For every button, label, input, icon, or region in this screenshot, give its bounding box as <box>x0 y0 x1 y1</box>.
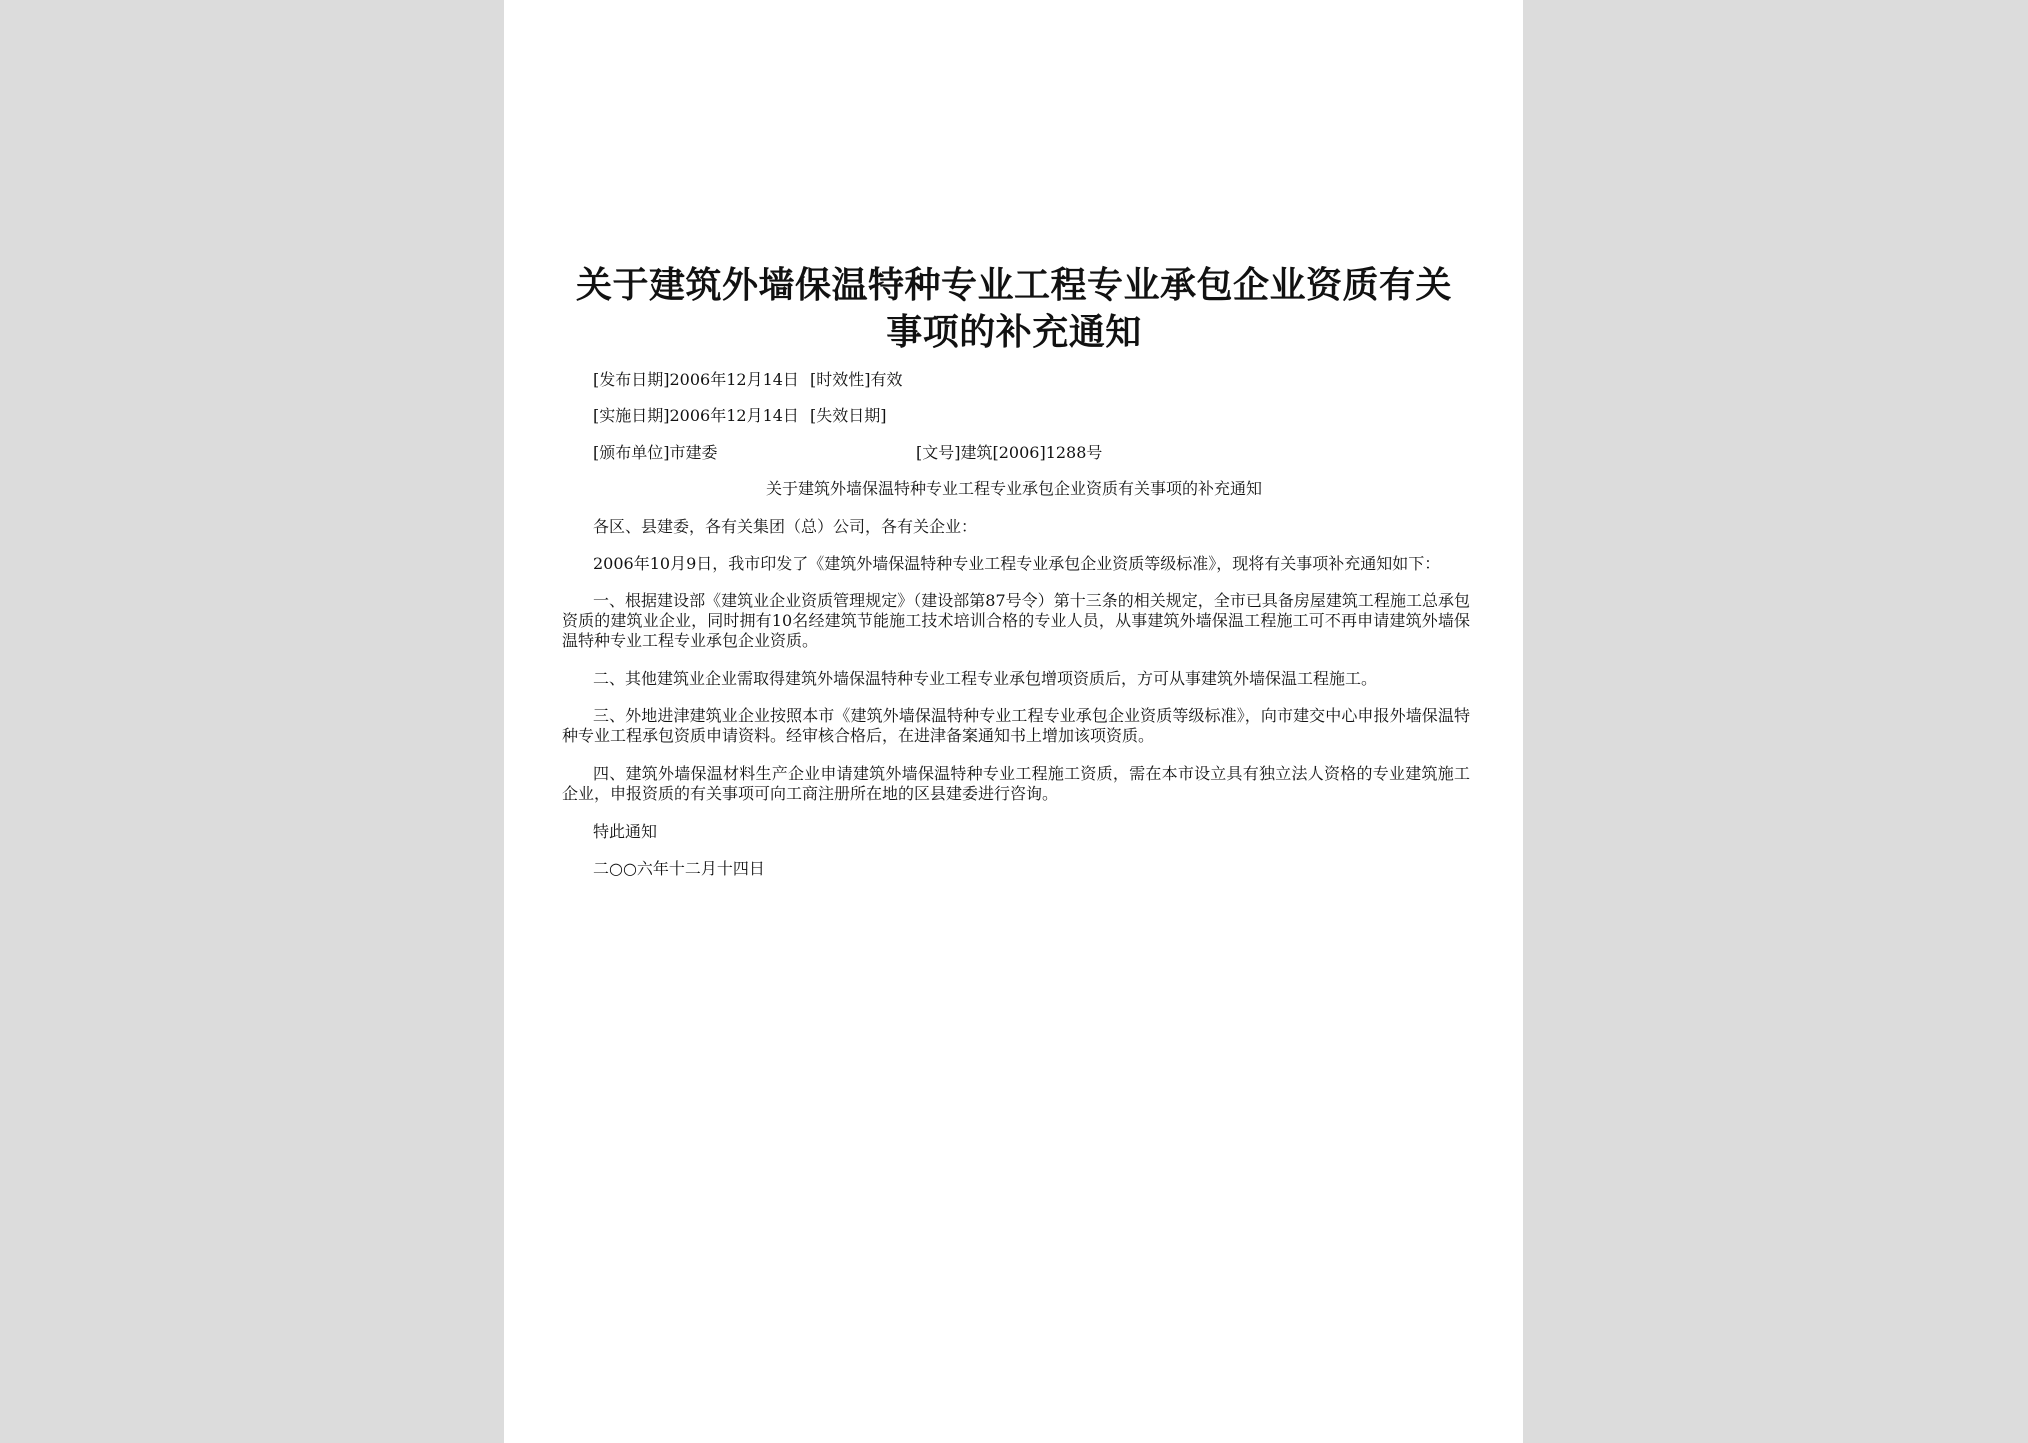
validity-status: [时效性]有效 <box>810 370 903 389</box>
paragraph-item-3: 三、外地进津建筑业企业按照本市《建筑外墙保温特种专业工程专业承包企业资质等级标准》，向市建交中心申报外墙保温特种专业工程承包资质申请资料。经审核合格后，在进津备案通知书上增加该项资质。 <box>562 706 1470 745</box>
document-page <box>504 0 1523 1443</box>
publish-date: [发布日期]2006年12月14日 <box>593 370 799 389</box>
document-date: 二○○六年十二月十四日 <box>593 859 765 878</box>
effective-date: [实施日期]2006年12月14日 <box>593 406 799 425</box>
paragraph-intro: 2006年10月9日，我市印发了《建筑外墙保温特种专业工程专业承包企业资质等级标准》，现将有关事项补充通知如下： <box>593 554 1441 573</box>
title-line-2: 事项的补充通知 <box>886 311 1142 353</box>
closing-remark: 特此通知 <box>593 822 658 841</box>
paragraph-item-1: 一、根据建设部《建筑业企业资质管理规定》（建设部第87号令）第十三条的相关规定，全市已具备房屋建筑工程施工总承包资质的建筑业企业，同时拥有10名经建筑节能施工技术培训合格的专业人员，从事建筑外墙保温工程施工可不再申请建筑外墙保温特种专业工程专业承包企业资质。 <box>562 591 1470 650</box>
paragraph-item-4: 四、建筑外墙保温材料生产企业申请建筑外墙保温特种专业工程施工资质，需在本市设立具有独立法人资格的专业建筑施工企业，申报资质的有关事项可向工商注册所在地的区县建委进行咨询。 <box>562 764 1470 803</box>
paragraph-item-2: 二、其他建筑业企业需取得建筑外墙保温特种专业工程专业承包增项资质后，方可从事建筑外墙保温工程施工。 <box>593 669 1378 688</box>
document-subtitle: 关于建筑外墙保温特种专业工程专业承包企业资质有关事项的补充通知 <box>765 479 1262 498</box>
issuer: [颁布单位]市建委 <box>593 443 718 462</box>
meta-row-effective <box>593 406 893 426</box>
expiry-date: [失效日期] <box>810 406 887 425</box>
salutation: 各区、县建委，各有关集团（总）公司，各有关企业： <box>593 517 978 536</box>
title-line-1: 关于建筑外墙保温特种专业工程专业承包企业资质有关 <box>575 264 1452 306</box>
meta-row-publish <box>593 370 909 390</box>
document-title <box>544 262 1484 356</box>
document-number: [文号]建筑[2006]1288号 <box>916 443 1103 462</box>
